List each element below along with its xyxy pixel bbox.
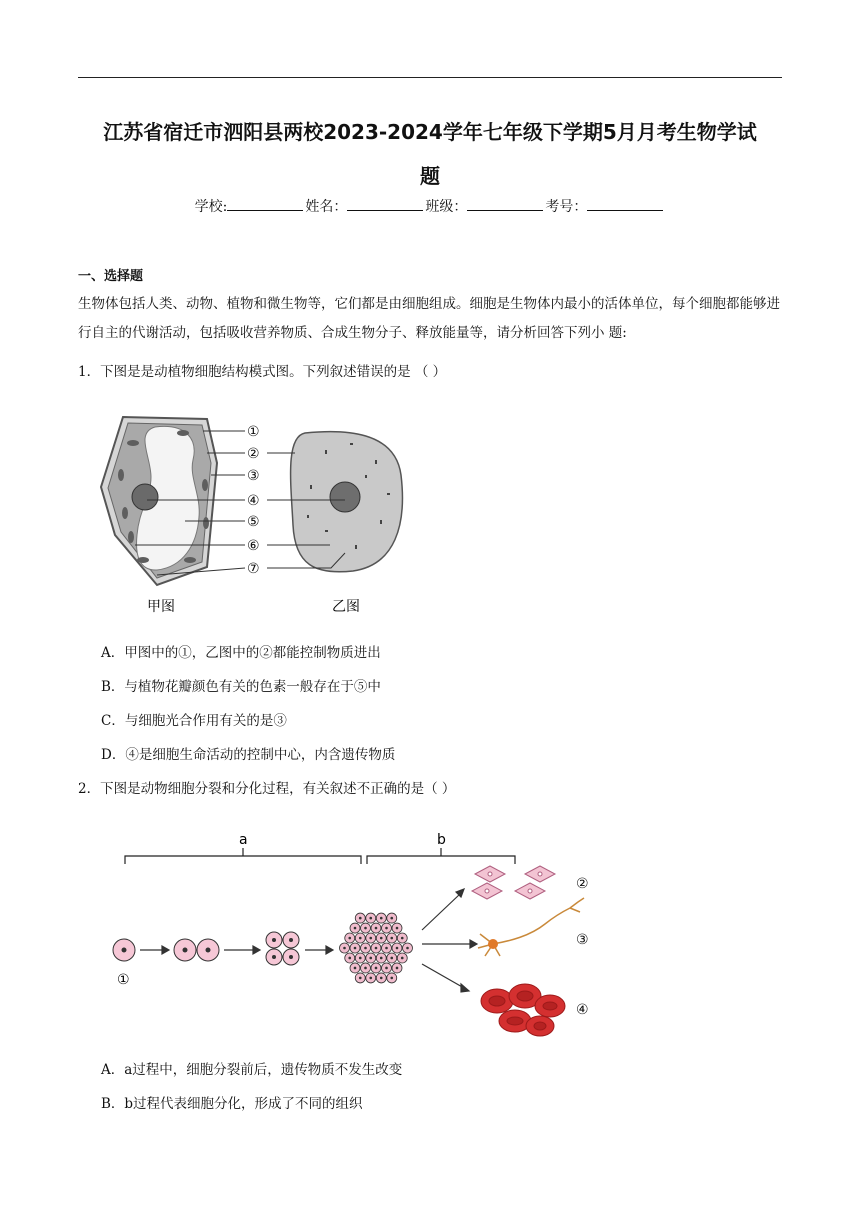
cell-structure-figure bbox=[95, 405, 425, 620]
bracket-a-label: a bbox=[239, 832, 248, 848]
cluster-cell-nucleus bbox=[375, 947, 378, 950]
school-label: 学校: bbox=[194, 199, 228, 215]
label-7: ⑦ bbox=[247, 561, 260, 577]
cluster-cell-nucleus bbox=[385, 927, 388, 930]
diamond-cells bbox=[472, 866, 555, 899]
section-intro: 生物体包括人类、动物、植物和微生物等，它们都是由细胞组成。细胞是生物体内最小的活体单位，每个细胞都能够进行自主的代谢活动，包括吸收营养物质、合成生物分子、释放能量等，请分析回答下列小 题: bbox=[78, 296, 780, 341]
cluster-cell-nucleus bbox=[359, 937, 362, 940]
bracket-b-label: b bbox=[437, 832, 446, 848]
cluster-cell-nucleus bbox=[380, 937, 383, 940]
label-4: ④ bbox=[247, 493, 260, 509]
cluster-cell-nucleus bbox=[380, 917, 383, 920]
cluster-cell-nucleus bbox=[396, 927, 399, 930]
cluster-cell-nucleus bbox=[343, 947, 346, 950]
label-stage-3: ③ bbox=[576, 932, 589, 948]
cluster-cell-nucleus bbox=[375, 927, 378, 930]
cluster-cell-nucleus bbox=[396, 967, 399, 970]
brackets bbox=[125, 848, 515, 864]
q1-option-a[interactable]: A．甲图中的①，乙图中的②都能控制物质进出 bbox=[101, 645, 381, 661]
cluster-cell-nucleus bbox=[369, 957, 372, 960]
exam-no-blank[interactable] bbox=[587, 198, 663, 211]
cluster-cell-nucleus bbox=[354, 967, 357, 970]
label-5: ⑤ bbox=[247, 514, 260, 530]
school-blank[interactable] bbox=[227, 198, 303, 211]
label-stage-2: ② bbox=[576, 876, 589, 892]
four-cells bbox=[266, 932, 299, 965]
cluster-cell-nucleus bbox=[375, 967, 378, 970]
q2-stem: 2．下图是动物细胞分裂和分化过程，有关叙述不正确的是（ ） bbox=[78, 781, 456, 797]
class-label: 班级： bbox=[425, 199, 468, 215]
cluster-cell-nucleus bbox=[359, 957, 362, 960]
cluster-cell-nucleus bbox=[401, 957, 404, 960]
caption-animal: 乙图 bbox=[332, 599, 360, 615]
cluster-cell-nucleus bbox=[406, 947, 409, 950]
animal-nucleus bbox=[330, 482, 360, 512]
class-blank[interactable] bbox=[467, 198, 543, 211]
name-label: 姓名： bbox=[305, 199, 348, 215]
cluster-cell-nucleus bbox=[380, 977, 383, 980]
q1-option-c[interactable]: C．与细胞光合作用有关的是③ bbox=[101, 713, 287, 729]
q1-option-b[interactable]: B．与植物花瓣颜色有关的色素一般存在于⑤中 bbox=[101, 679, 381, 695]
cluster-cell-nucleus bbox=[390, 957, 393, 960]
doc-title-line1: 江苏省宿迁市泗阳县两校2023-2024学年七年级下学期5月月考生物学试 bbox=[103, 120, 757, 144]
label-1: ① bbox=[247, 424, 260, 440]
cluster-cell-nucleus bbox=[354, 947, 357, 950]
name-blank[interactable] bbox=[347, 198, 423, 211]
cluster-cell-nucleus bbox=[385, 967, 388, 970]
cluster-cell-nucleus bbox=[359, 917, 362, 920]
two-cells bbox=[174, 939, 219, 961]
cluster-cell-nucleus bbox=[369, 977, 372, 980]
cluster-cell-nucleus bbox=[359, 977, 362, 980]
label-6: ⑥ bbox=[247, 538, 260, 554]
label-stage-4: ④ bbox=[576, 1002, 589, 1018]
cluster-cell-nucleus bbox=[369, 917, 372, 920]
q2-option-a[interactable]: A．a过程中，细胞分裂前后，遗传物质不发生改变 bbox=[101, 1062, 403, 1078]
red-blood-cells bbox=[481, 984, 565, 1036]
cluster-cell-nucleus bbox=[369, 937, 372, 940]
cluster-cell-nucleus bbox=[390, 977, 393, 980]
cluster-cell-nucleus bbox=[354, 927, 357, 930]
caption-plant: 甲图 bbox=[147, 599, 175, 615]
cell-division-figure bbox=[100, 826, 610, 1051]
section-heading: 一、选择题 bbox=[78, 269, 144, 284]
label-2: ② bbox=[247, 446, 260, 462]
top-rule bbox=[78, 77, 782, 78]
cluster-cell-nucleus bbox=[396, 947, 399, 950]
figure2-labels bbox=[576, 876, 589, 1018]
exam-no-label: 考号： bbox=[545, 199, 588, 215]
cluster-cell-nucleus bbox=[364, 947, 367, 950]
cluster-cell-nucleus bbox=[401, 937, 404, 940]
figure1-labels bbox=[247, 424, 260, 577]
label-stage-1: ① bbox=[117, 972, 130, 988]
cluster-cell-nucleus bbox=[364, 967, 367, 970]
cluster-cell-nucleus bbox=[390, 917, 393, 920]
one-cell bbox=[113, 939, 135, 961]
label-3: ③ bbox=[247, 468, 260, 484]
cluster-cell-nucleus bbox=[364, 927, 367, 930]
cluster-cell-nucleus bbox=[380, 957, 383, 960]
q2-option-b[interactable]: B．b过程代表细胞分化，形成了不同的组织 bbox=[101, 1096, 363, 1112]
student-info-line bbox=[78, 196, 782, 216]
doc-title-line2: 题 bbox=[420, 164, 440, 188]
cell-cluster bbox=[340, 913, 413, 983]
cluster-cell-nucleus bbox=[348, 937, 351, 940]
cluster-cell-nucleus bbox=[348, 957, 351, 960]
cluster-cell-nucleus bbox=[390, 937, 393, 940]
neuron-body bbox=[488, 939, 498, 949]
q1-stem: 1．下图是是动植物细胞结构模式图。下列叙述错误的是 （ ） bbox=[78, 364, 447, 380]
q1-option-d[interactable]: D．④是细胞生命活动的控制中心，内含遗传物质 bbox=[101, 747, 396, 763]
cluster-cell-nucleus bbox=[385, 947, 388, 950]
plant-nucleus bbox=[132, 484, 158, 510]
